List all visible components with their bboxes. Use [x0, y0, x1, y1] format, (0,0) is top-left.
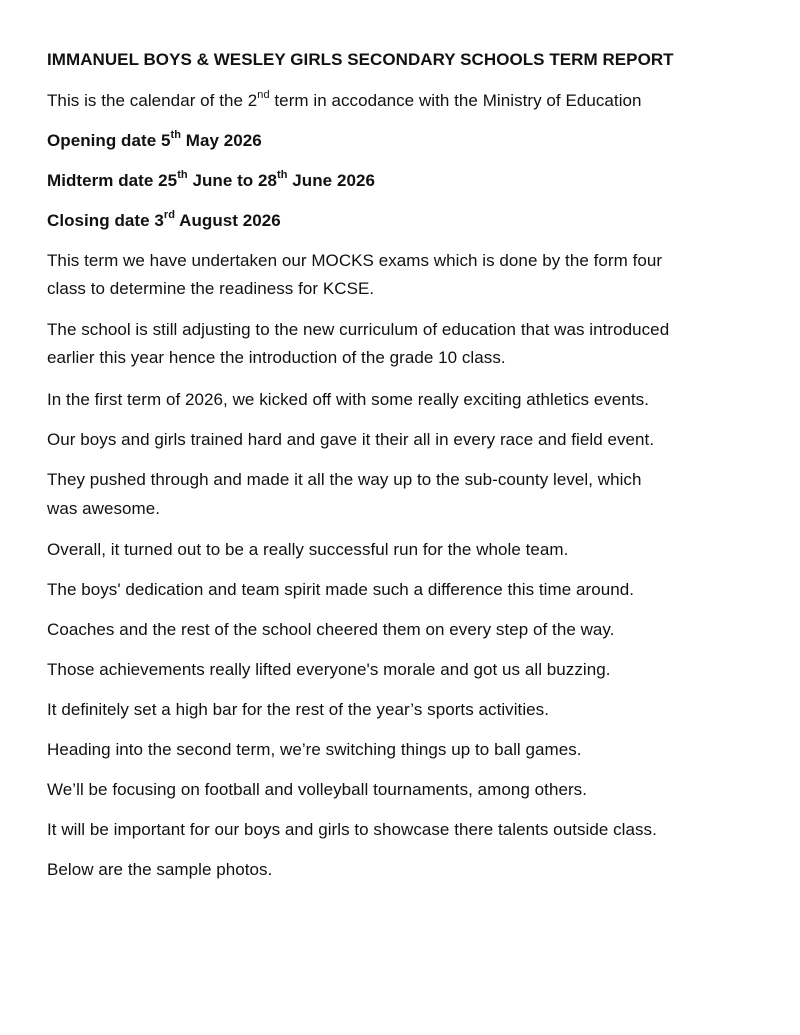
closing-date-month: August 2026: [175, 211, 281, 230]
paragraph-line: Coaches and the rest of the school cheered them on every step of the way.: [47, 620, 615, 639]
paragraph-line: earlier this year hence the introduction of the grade 10 class.: [47, 348, 506, 367]
report-title: IMMANUEL BOYS & WESLEY GIRLS SECONDARY SCHOOLS TERM REPORT: [47, 50, 674, 69]
paragraph-line: was awesome.: [47, 499, 161, 518]
opening-date-ordinal: th: [170, 129, 181, 142]
paragraph-line: It definitely set a high bar for the rest of the year’s sports activities.: [47, 700, 549, 719]
paragraph-line: Heading into the second term, we’re switching things up to ball games.: [47, 740, 582, 759]
closing-date: [47, 207, 767, 235]
paragraph-line: Overall, it turned out to be a really successful run for the whole team.: [47, 540, 569, 559]
opening-date-month: May 2026: [180, 131, 262, 150]
calendar-intro: [47, 87, 767, 115]
closing-date-text: Closing date 3: [47, 211, 164, 230]
paragraph-line: It will be important for our boys and girls to showcase there talents outside class.: [47, 820, 657, 839]
midterm-date-end: June 2026: [287, 171, 375, 190]
paragraph-line: Those achievements really lifted everyone's morale and got us all buzzing.: [47, 660, 611, 679]
paragraph-line: class to determine the readiness for KCSE.: [47, 279, 375, 298]
paragraph-line: The boys' dedication and team spirit made such a difference this time around.: [47, 580, 634, 599]
midterm-date: [47, 167, 767, 195]
paragraph-line: Below are the sample photos.: [47, 860, 273, 879]
midterm-date-ordinal-2: th: [277, 169, 288, 182]
calendar-intro-ordinal: nd: [257, 89, 270, 102]
opening-date-text: Opening date 5: [47, 131, 171, 150]
paragraph-line: We’ll be focusing on football and volleyball tournaments, among others.: [47, 780, 587, 799]
paragraph-line: In the first term of 2026, we kicked off with some really exciting athletics events.: [47, 390, 649, 409]
paragraph-line: This term we have undertaken our MOCKS exams which is done by the form four: [47, 251, 663, 270]
paragraph-line: They pushed through and made it all the way up to the sub-county level, which: [47, 470, 642, 489]
opening-date: [47, 127, 767, 155]
calendar-intro-text-end: term in accodance with the Ministry of Education: [269, 91, 642, 110]
midterm-date-ordinal-1: th: [177, 169, 188, 182]
calendar-intro-text: This is the calendar of the 2: [47, 91, 258, 110]
paragraph-line: The school is still adjusting to the new curriculum of education that was introduced: [47, 320, 670, 339]
paragraph-line: Our boys and girls trained hard and gave it their all in every race and field event.: [47, 430, 655, 449]
midterm-date-start: Midterm date 25: [47, 171, 178, 190]
closing-date-ordinal: rd: [163, 209, 175, 222]
midterm-date-middle: June to 28: [187, 171, 278, 190]
